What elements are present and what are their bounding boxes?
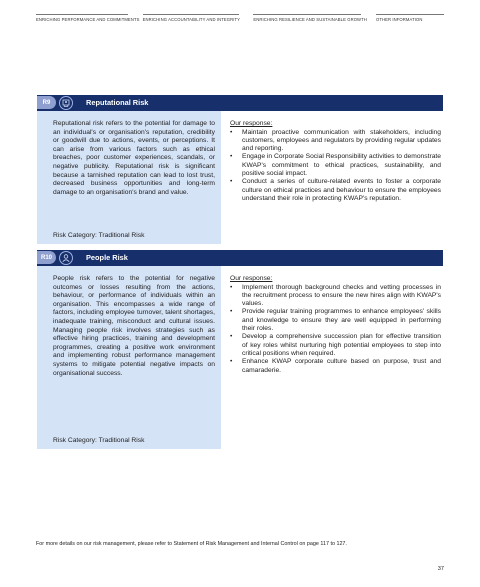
risk-description: Reputational risk refers to the potential for damage to an individual's or organisation's reputation, credibility or goodwill due to actions, events, or perceptions. It can arise from various factors such as ethical breaches, poor customer experiences, scandals, or negative publicity. Reputational risk is significant because a tarnished reputation can lead to lost trust, decreased business opportunities and long-term damage to an organisation's brand and value. (53, 120, 215, 196)
risk-description-panel (37, 111, 221, 244)
reputation-icon (59, 96, 73, 110)
risk-response (230, 120, 441, 203)
risk-description-panel (37, 266, 221, 449)
nav-item-performance[interactable]: ENRICHING PERFORMANCE AND COMMITMENTS (36, 14, 128, 22)
response-list (230, 284, 441, 375)
risk-header-r9 (37, 95, 443, 111)
response-item: • Enhance KWAP corporate culture based on purpose, trust and camaraderie. (230, 358, 441, 375)
risk-header-r10 (37, 250, 443, 266)
response-title: Our response: (230, 120, 273, 127)
risk-response (230, 275, 441, 375)
risk-title: Reputational Risk (86, 98, 149, 107)
nav-item-accountability[interactable]: ENRICHING ACCOUNTABILITY AND INTEGRITY (143, 14, 239, 22)
response-item: • Conduct a series of culture-related events to foster a corporate culture on ethical practices and behaviour to ensure the employees understand their role in protecting KWAP's reputation. (230, 178, 441, 203)
response-item: • Provide regular training programmes to enhance employees' skills and knowledge to ensure they are well equipped in performing their roles. (230, 308, 441, 333)
risk-code-badge: R9 (37, 96, 56, 109)
risk-category: Risk Category: Traditional Risk (53, 232, 145, 239)
response-title: Our response: (230, 275, 273, 282)
risk-body-r9 (37, 111, 443, 244)
response-list (230, 129, 441, 204)
response-item: • Implement thorough background checks and vetting processes in the recruitment process to ensure the new hires align with KWAP's values. (230, 284, 441, 309)
response-item: • Develop a comprehensive succession plan for effective transition of key roles whilst nurturing high potential employees to step into critical positions when required. (230, 333, 441, 358)
nav-item-other-information[interactable]: OTHER INFORMATION (376, 14, 444, 22)
person-icon (59, 251, 73, 265)
risk-category: Risk Category: Traditional Risk (53, 437, 145, 444)
risk-code-badge: R10 (37, 251, 56, 264)
top-navigation (36, 14, 444, 22)
nav-item-resilience[interactable]: ENRICHING RESILIENCE AND SUSTAINABLE GROWTH (253, 14, 361, 22)
risk-title: People Risk (86, 253, 128, 262)
response-item: • Maintain proactive communication with stakeholders, including customers, employees and regulators by providing regular updates and reporting. (230, 129, 441, 154)
page-number: 37 (437, 566, 444, 572)
risk-body-r10 (37, 266, 443, 449)
response-item: • Engage in Corporate Social Responsibility activities to demonstrate KWAP's commitment to ethical practices, sustainability, and positive social impact. (230, 153, 441, 178)
footnote: For more details on our risk management, please refer to Statement of Risk Management and Internal Control on page 117 to 127. (36, 541, 347, 547)
risk-description: People risk refers to the potential for negative outcomes or losses resulting from the actions, behaviour, or performance of individuals within an organisation. This encompasses a wide range of factors, including employee turnover, talent shortages, inadequate training, misconduct and cultural issues. Managing people risk involves strategies such as effective hiring practices, training and development programmes, creating a positive work environment and implementing robust performance management systems to mitigate potential negative impacts on organisational success. (53, 275, 215, 377)
